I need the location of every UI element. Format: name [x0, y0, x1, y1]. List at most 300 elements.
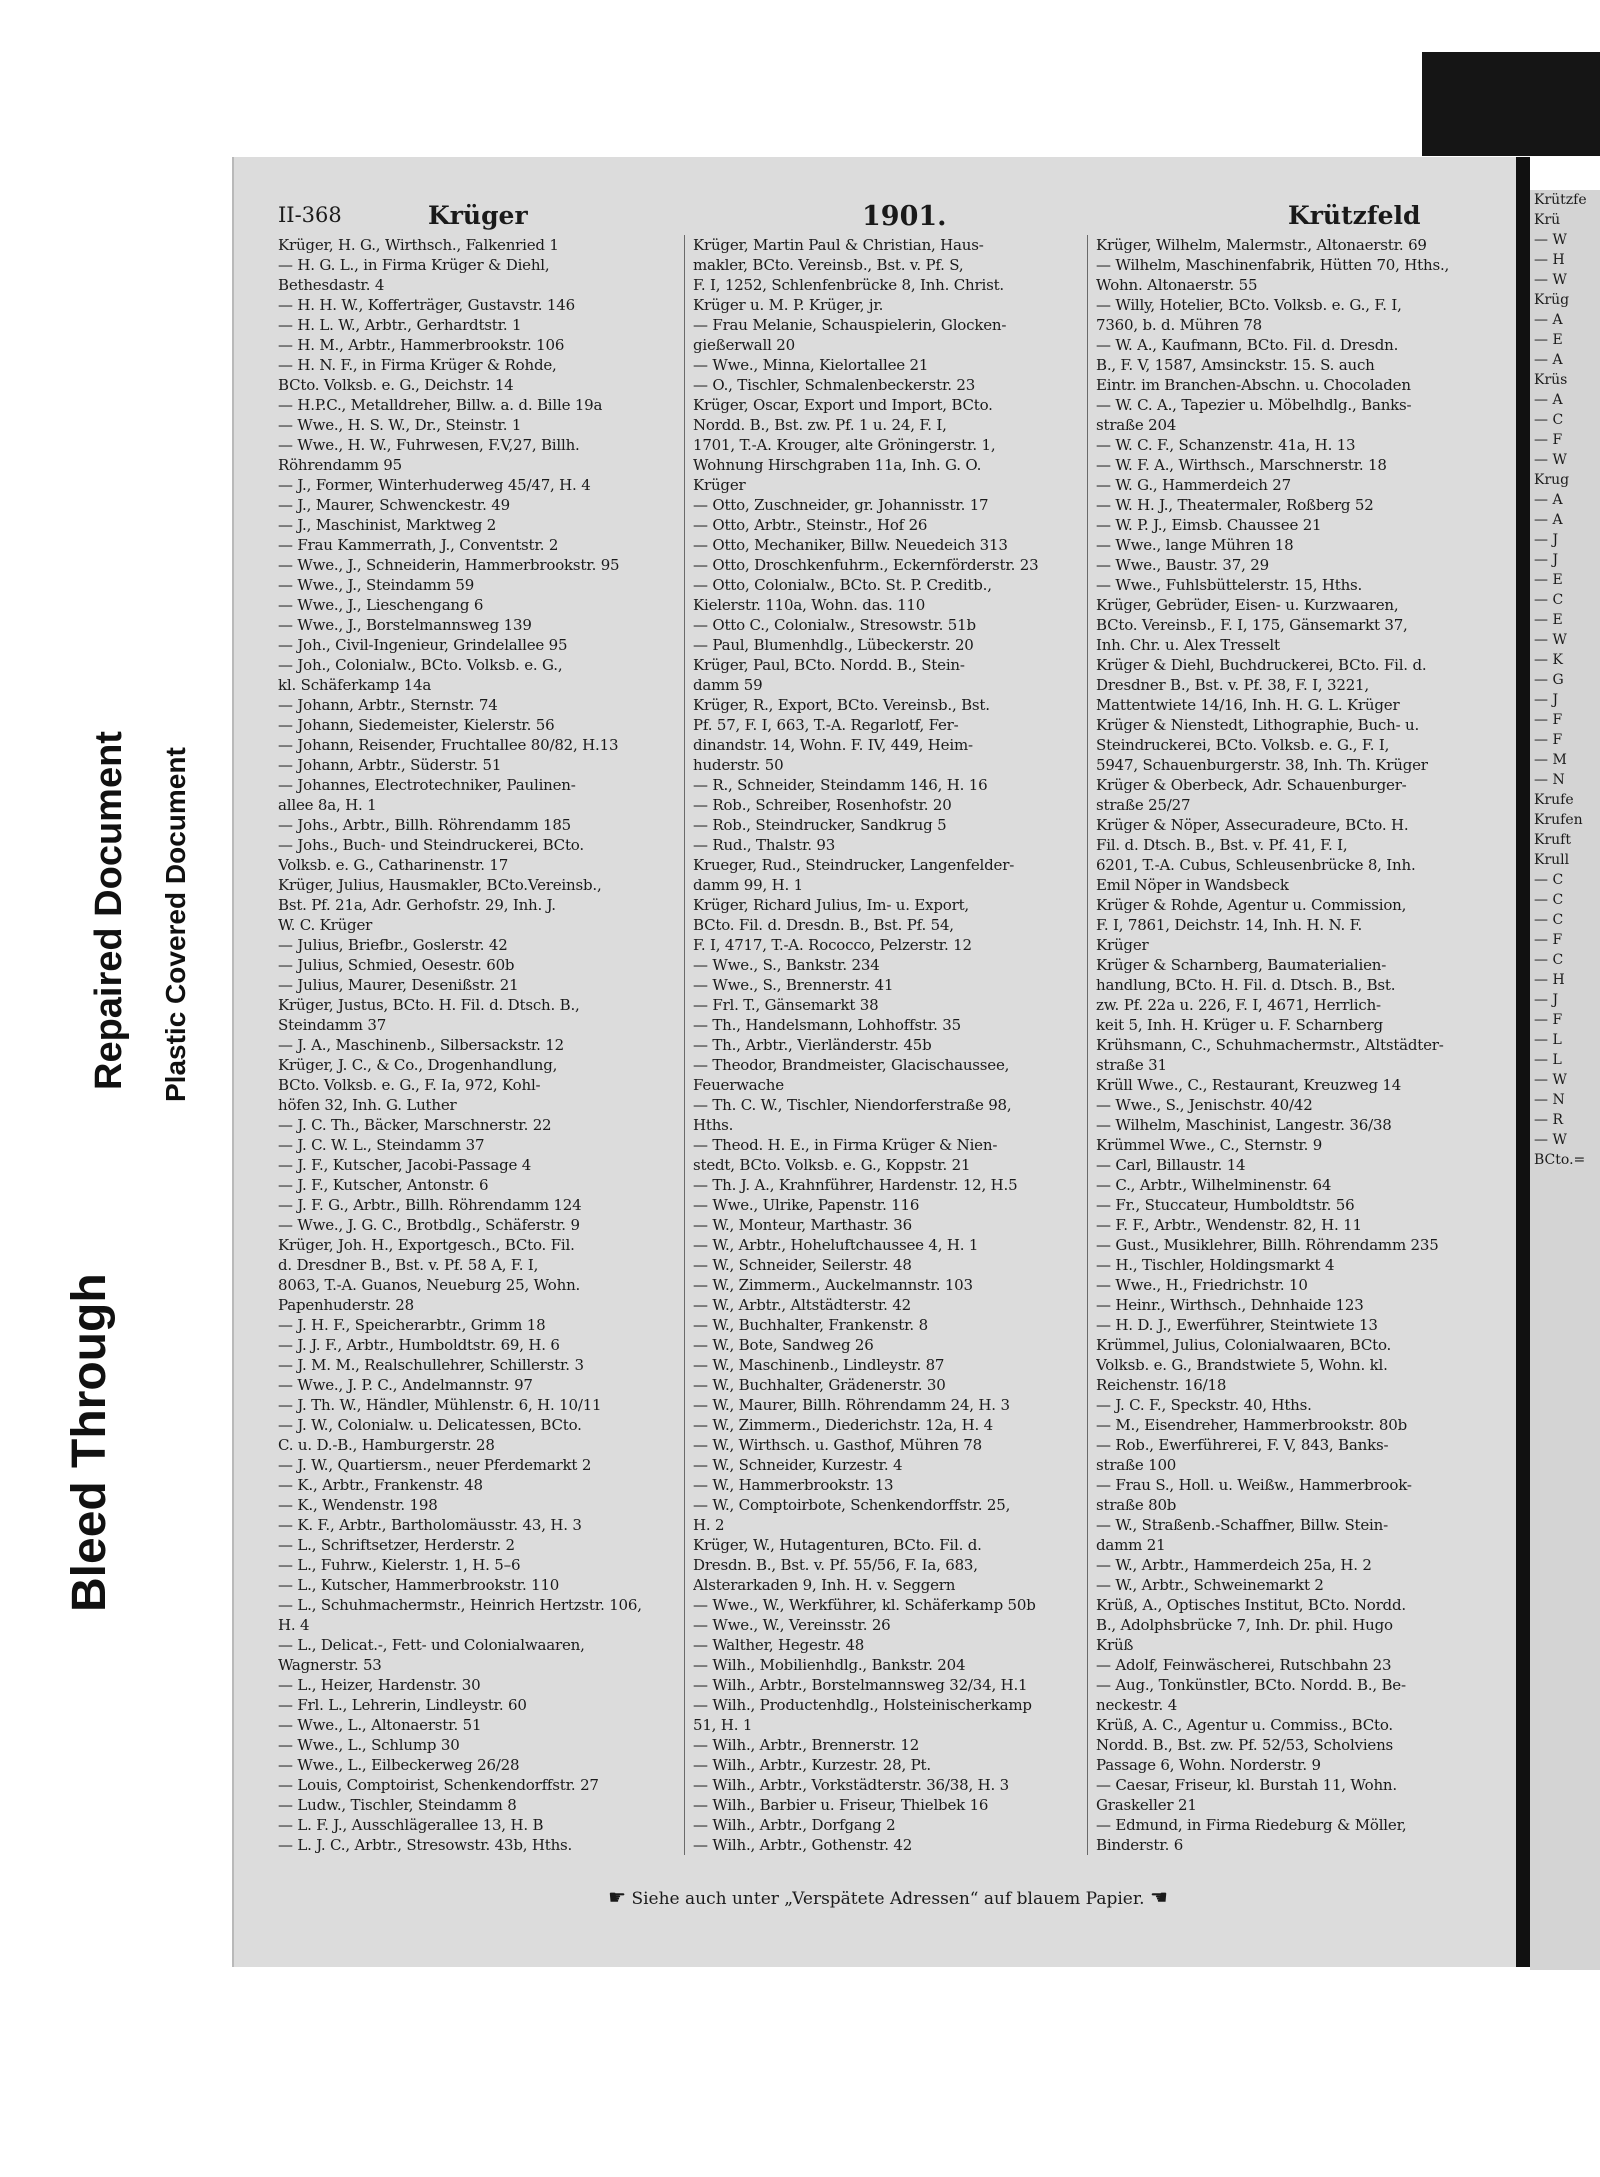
directory-entry: Steindamm 37 [278, 1016, 387, 1034]
directory-entry: Krüger, Julius, Hausmakler, BCto.Vereinsb., [278, 876, 602, 894]
running-header [278, 197, 1488, 231]
directory-entry: Emil Nöper in Wandsbeck [1096, 876, 1289, 894]
adjacent-page-fragment: — N [1534, 1092, 1565, 1108]
directory-entry: — W., Zimmerm., Diederichstr. 12a, H. 4 [693, 1416, 994, 1434]
directory-entry: — Wwe., J., Schneiderin, Hammerbrookstr. 95 [278, 556, 620, 574]
label-bleed-through: Bleed Through [63, 1273, 116, 1612]
directory-entry: Papenhuderstr. 28 [278, 1296, 414, 1314]
directory-entry: Röhrendamm 95 [278, 456, 402, 474]
page-number: II-368 [278, 203, 342, 227]
directory-entry: — J. F., Kutscher, Jacobi-Passage 4 [278, 1156, 532, 1174]
adjacent-page-fragment: — M [1534, 752, 1567, 768]
directory-entry: Krüger [1096, 936, 1149, 954]
directory-entry: — J., Maschinist, Marktweg 2 [278, 516, 497, 534]
directory-entry: — Wwe., Baustr. 37, 29 [1096, 556, 1269, 574]
directory-entry: — Walther, Hegestr. 48 [693, 1636, 865, 1654]
directory-entry: — Otto, Colonialw., BCto. St. P. Creditb., [693, 576, 992, 594]
directory-entry: Krüger, Wilhelm, Malermstr., Altonaerstr. 69 [1096, 236, 1427, 254]
directory-entry: — H. H. W., Kofferträger, Gustavstr. 146 [278, 296, 575, 314]
directory-entry: Krueger, Rud., Steindrucker, Langenfelder- [693, 856, 1015, 874]
directory-entry: — Wwe., Fuhlsbüttelerstr. 15, Hths. [1096, 576, 1363, 594]
directory-entry: — J., Former, Winterhuderweg 45/47, H. 4 [278, 476, 591, 494]
directory-entry: — Wwe., H., Friedrichstr. 10 [1096, 1276, 1308, 1294]
directory-entry: höfen 32, Inh. G. Luther [278, 1096, 457, 1114]
directory-entry: — Rob., Ewerführerei, F. V, 843, Banks- [1096, 1436, 1389, 1454]
book-binding-gutter [1516, 157, 1530, 1967]
directory-entry: — Wwe., J. P. C., Andelmannstr. 97 [278, 1376, 533, 1394]
directory-entry: Krüger, Oscar, Export und Import, BCto. [693, 396, 993, 414]
adjacent-page-fragment: Krützfe [1534, 192, 1587, 208]
directory-entry: Krüger & Nienstedt, Lithographie, Buch- u. [1096, 716, 1420, 734]
directory-entry: keit 5, Inh. H. Krüger u. F. Scharnberg [1096, 1016, 1383, 1034]
directory-entry: Krüger, Martin Paul & Christian, Haus- [693, 236, 984, 254]
directory-entry: straße 80b [1096, 1496, 1177, 1514]
directory-entry: Pf. 57, F. I, 663, T.-A. Regarlotf, Fer- [693, 716, 959, 734]
directory-entry: neckestr. 4 [1096, 1696, 1178, 1714]
directory-entry: — Aug., Tonkünstler, BCto. Nordd. B., Be- [1096, 1676, 1406, 1694]
adjacent-page-fragment: — A [1534, 492, 1563, 508]
directory-entry: Krüger, W., Hutagenturen, BCto. Fil. d. [693, 1536, 982, 1554]
directory-entry: F. I, 7861, Deichstr. 14, Inh. H. N. F. [1096, 916, 1363, 934]
adjacent-page-fragment: — N [1534, 772, 1565, 788]
directory-entry: — Caesar, Friseur, kl. Burstah 11, Wohn. [1096, 1776, 1397, 1794]
directory-entry: — O., Tischler, Schmalenbeckerstr. 23 [693, 376, 976, 394]
directory-entry: BCto. Volksb. e. G., Deichstr. 14 [278, 376, 514, 394]
directory-entry: straße 100 [1096, 1456, 1177, 1474]
directory-entry: huderstr. 50 [693, 756, 784, 774]
directory-entry: — H. M., Arbtr., Hammerbrookstr. 106 [278, 336, 565, 354]
adjacent-page-fragment: — H [1534, 252, 1565, 268]
directory-entry: — Wwe., S., Bankstr. 234 [693, 956, 880, 974]
directory-entry: Binderstr. 6 [1096, 1836, 1184, 1854]
directory-entry: — L., Kutscher, Hammerbrookstr. 110 [278, 1576, 560, 1594]
directory-entry: — W. H. J., Theatermaler, Roßberg 52 [1096, 496, 1374, 514]
directory-entry: — W., Arbtr., Hammerdeich 25a, H. 2 [1096, 1556, 1372, 1574]
directory-entry: Krüger & Diehl, Buchdruckerei, BCto. Fil. d. [1096, 656, 1427, 674]
directory-entry: 6201, T.-A. Cubus, Schleusenbrücke 8, Inh. [1096, 856, 1416, 874]
directory-entry: — W., Bote, Sandweg 26 [693, 1336, 874, 1354]
adjacent-page-fragment: — C [1534, 912, 1564, 928]
header-left-keyword: Krüger [428, 201, 528, 230]
directory-entry: — J. W., Quartiersm., neuer Pferdemarkt 2 [278, 1456, 592, 1474]
adjacent-page-fragment: — F [1534, 1012, 1563, 1028]
directory-entry: damm 21 [1096, 1536, 1166, 1554]
footer-text: Siehe auch unter „Verspätete Adressen“ auf blauem Papier. [631, 1889, 1145, 1909]
directory-entry: B., Adolphsbrücke 7, Inh. Dr. phil. Hugo [1096, 1616, 1393, 1634]
adjacent-page-fragment: — C [1534, 892, 1564, 908]
directory-entry: — Otto, Zuschneider, gr. Johannisstr. 17 [693, 496, 989, 514]
directory-entry: — Frl. T., Gänsemarkt 38 [693, 996, 879, 1014]
directory-entry: — Otto, Arbtr., Steinstr., Hof 26 [693, 516, 928, 534]
adjacent-page-fragment: — W [1534, 632, 1567, 648]
directory-entry: — Wwe., J. G. C., Brotbdlg., Schäferstr. 9 [278, 1216, 580, 1234]
directory-entry: — Gust., Musiklehrer, Billh. Röhrendamm 235 [1096, 1236, 1439, 1254]
directory-entry: — J. J. F., Arbtr., Humboldtstr. 69, H. 6 [278, 1336, 560, 1354]
directory-entry: — Johann, Arbtr., Süderstr. 51 [278, 756, 502, 774]
adjacent-page-fragment: — F [1534, 932, 1563, 948]
directory-entry: — Wwe., W., Werkführer, kl. Schäferkamp 50b [693, 1596, 1036, 1614]
adjacent-page-fragment: — C [1534, 592, 1564, 608]
scan-edge-dark [1422, 52, 1600, 156]
header-right-keyword: Krützfeld [1288, 201, 1421, 230]
directory-entry: gießerwall 20 [693, 336, 795, 354]
adjacent-page-fragment: — C [1534, 872, 1564, 888]
directory-entry: — W., Buchhalter, Frankenstr. 8 [693, 1316, 928, 1334]
directory-entry: Alsterarkaden 9, Inh. H. v. Seggern [693, 1576, 956, 1594]
directory-entry: BCto. Vereinsb., F. I, 175, Gänsemarkt 37, [1096, 616, 1408, 634]
directory-entry: Eintr. im Branchen-Abschn. u. Chocoladen [1096, 376, 1411, 394]
directory-entry: Wohn. Altonaerstr. 55 [1096, 276, 1258, 294]
directory-entry: — Frau S., Holl. u. Weißw., Hammerbrook- [1096, 1476, 1412, 1494]
directory-entry: — Wwe., lange Mühren 18 [1096, 536, 1294, 554]
directory-entry: — Julius, Maurer, Desenißstr. 21 [278, 976, 519, 994]
directory-entry: BCto. Fil. d. Dresdn. B., Bst. Pf. 54, [693, 916, 954, 934]
page-footer-note [398, 1885, 1378, 1909]
directory-entry: — Theodor, Brandmeister, Glacischaussee, [693, 1056, 1010, 1074]
directory-entry: Krüger & Oberbeck, Adr. Schauenburger- [1096, 776, 1407, 794]
directory-entry: — Louis, Comptoirist, Schenkendorffstr. 27 [278, 1776, 599, 1794]
directory-entry: — Otto, Mechaniker, Billw. Neuedeich 313 [693, 536, 1008, 554]
directory-entry: — Wwe., L., Schlump 30 [278, 1736, 460, 1754]
directory-entry: — L., Fuhrw., Kielerstr. 1, H. 5–6 [278, 1556, 521, 1574]
directory-entry: — Julius, Schmied, Oesestr. 60b [278, 956, 515, 974]
directory-entry: handlung, BCto. H. Fil. d. Dtsch. B., Bst. [1096, 976, 1396, 994]
adjacent-page-fragment: — L [1534, 1052, 1562, 1068]
directory-columns [278, 235, 1488, 1855]
pointing-hand-icon: ☚ [1149, 1885, 1168, 1909]
directory-entry: kl. Schäferkamp 14a [278, 676, 432, 694]
directory-entry: — J. W., Colonialw. u. Delicatessen, BCto. [278, 1416, 582, 1434]
directory-entry: — Wilh., Arbtr., Borstelmannsweg 32/34, H.1 [693, 1676, 1028, 1694]
adjacent-page-fragment: Krug [1534, 472, 1570, 488]
directory-entry: — M., Eisendreher, Hammerbrookstr. 80b [1096, 1416, 1407, 1434]
directory-entry: W. C. Krüger [278, 916, 373, 934]
directory-entry: — Wilh., Mobilienhdlg., Bankstr. 204 [693, 1656, 966, 1674]
directory-entry: Krümmel, Julius, Colonialwaaren, BCto. [1096, 1336, 1392, 1354]
adjacent-page-fragment: — E [1534, 572, 1563, 588]
directory-entry: 51, H. 1 [693, 1716, 753, 1734]
directory-entry: — W., Arbtr., Schweinemarkt 2 [1096, 1576, 1324, 1594]
directory-entry: — J. A., Maschinenb., Silbersackstr. 12 [278, 1036, 564, 1054]
adjacent-page-fragment: — F [1534, 432, 1563, 448]
directory-entry: — Wwe., H. S. W., Dr., Steinstr. 1 [278, 416, 522, 434]
directory-entry: — Rud., Thalstr. 93 [693, 836, 836, 854]
directory-entry: Inh. Chr. u. Alex Tresselt [1096, 636, 1280, 654]
adjacent-page-fragment: — A [1534, 512, 1563, 528]
directory-entry: — J. H. F., Speicherarbtr., Grimm 18 [278, 1316, 546, 1334]
adjacent-page-fragment: — W [1534, 1132, 1567, 1148]
column-divider [1087, 235, 1088, 1855]
directory-entry: Krüger u. M. P. Krüger, jr. [693, 296, 884, 314]
directory-entry: Nordd. B., Bst. zw. Pf. 52/53, Scholviens [1096, 1736, 1394, 1754]
directory-entry: Bst. Pf. 21a, Adr. Gerhofstr. 29, Inh. J. [278, 896, 556, 914]
directory-entry: Dresdner B., Bst. v. Pf. 38, F. I, 3221, [1096, 676, 1369, 694]
directory-entry: — Frl. L., Lehrerin, Lindleystr. 60 [278, 1696, 527, 1714]
adjacent-page-fragment: — E [1534, 332, 1563, 348]
directory-entry: — W. G., Hammerdeich 27 [1096, 476, 1291, 494]
label-repaired-document: Repaired Document [88, 731, 130, 1090]
directory-entry: B., F. V, 1587, Amsinckstr. 15. S. auch [1096, 356, 1375, 374]
directory-entry: Dresdn. B., Bst. v. Pf. 55/56, F. Ia, 683, [693, 1556, 978, 1574]
directory-entry: — W., Buchhalter, Grädenerstr. 30 [693, 1376, 946, 1394]
adjacent-page-fragment: — K [1534, 652, 1563, 668]
adjacent-page-fragment: — A [1534, 392, 1563, 408]
directory-entry: — W. P. J., Eimsb. Chaussee 21 [1096, 516, 1322, 534]
directory-entry: — Wilh., Arbtr., Dorfgang 2 [693, 1816, 896, 1834]
directory-entry: — Wwe., L., Eilbeckerweg 26/28 [278, 1756, 520, 1774]
adjacent-page-fragment: — L [1534, 1032, 1562, 1048]
directory-entry: — Carl, Billaustr. 14 [1096, 1156, 1246, 1174]
adjacent-page-fragment: Kruft [1534, 832, 1571, 848]
adjacent-page-fragment: — C [1534, 412, 1564, 428]
directory-entry: straße 25/27 [1096, 796, 1191, 814]
directory-entry: — L., Delicat.-, Fett- und Colonialwaaren, [278, 1636, 585, 1654]
directory-entry: — K., Wendenstr. 198 [278, 1496, 438, 1514]
adjacent-page-fragment: Krull [1534, 852, 1570, 868]
directory-entry: — J. C. W. L., Steindamm 37 [278, 1136, 485, 1154]
directory-entry: — Th., Arbtr., Vierländerstr. 45b [693, 1036, 932, 1054]
directory-entry: Steindruckerei, BCto. Volksb. e. G., F. I, [1096, 736, 1390, 754]
directory-entry: Krüger, H. G., Wirthsch., Falkenried 1 [278, 236, 559, 254]
directory-entry: — Frau Melanie, Schauspielerin, Glocken- [693, 316, 1007, 334]
directory-entry: — W., Arbtr., Hoheluftchaussee 4, H. 1 [693, 1236, 979, 1254]
directory-entry: — W. C. A., Tapezier u. Möbelhdlg., Banks- [1096, 396, 1412, 414]
directory-entry: — Rob., Schreiber, Rosenhofstr. 20 [693, 796, 952, 814]
adjacent-page-fragment: BCto.= [1534, 1152, 1586, 1168]
adjacent-page-edge [1530, 190, 1600, 1970]
directory-entry: allee 8a, H. 1 [278, 796, 377, 814]
directory-entry: 1701, T.-A. Krouger, alte Gröningerstr. 1, [693, 436, 996, 454]
adjacent-page-fragment: Krufen [1534, 812, 1583, 828]
directory-entry: — Frau Kammerrath, J., Conventstr. 2 [278, 536, 559, 554]
directory-entry: — Wilhelm, Maschinist, Langestr. 36/38 [1096, 1116, 1392, 1134]
directory-entry: — K., Arbtr., Frankenstr. 48 [278, 1476, 483, 1494]
directory-entry: Volksb. e. G., Brandstwiete 5, Wohn. kl. [1096, 1356, 1388, 1374]
directory-entry: — F. F., Arbtr., Wendenstr. 82, H. 11 [1096, 1216, 1362, 1234]
adjacent-page-fragment: — C [1534, 952, 1564, 968]
directory-entry: damm 59 [693, 676, 763, 694]
directory-entry: — Otto, Droschkenfuhrm., Eckernförderstr. 23 [693, 556, 1039, 574]
adjacent-page-fragment: — A [1534, 312, 1563, 328]
directory-entry: Mattentwiete 14/16, Inh. H. G. L. Krüger [1096, 696, 1400, 714]
adjacent-page-fragment: — W [1534, 272, 1567, 288]
adjacent-page-fragment: — J [1534, 532, 1559, 548]
adjacent-page-fragment: — W [1534, 1072, 1567, 1088]
directory-entry: — Julius, Briefbr., Goslerstr. 42 [278, 936, 508, 954]
adjacent-page-fragment: — F [1534, 732, 1563, 748]
directory-entry: Krümmel Wwe., C., Sternstr. 9 [1096, 1136, 1323, 1154]
directory-entry: — Joh., Civil-Ingenieur, Grindelallee 95 [278, 636, 568, 654]
directory-entry: Passage 6, Wohn. Norderstr. 9 [1096, 1756, 1321, 1774]
adjacent-page-fragment: Krüs [1534, 372, 1568, 388]
directory-entry: H. 4 [278, 1616, 310, 1634]
directory-entry: — W. C. F., Schanzenstr. 41a, H. 13 [1096, 436, 1356, 454]
directory-entry: 7360, b. d. Mühren 78 [1096, 316, 1263, 334]
directory-entry: — Th. C. W., Tischler, Niendorferstraße 98, [693, 1096, 1012, 1114]
adjacent-page-fragment: — E [1534, 612, 1563, 628]
directory-entry: Bethesdastr. 4 [278, 276, 385, 294]
directory-entry: — Johann, Arbtr., Sternstr. 74 [278, 696, 498, 714]
directory-entry: — Wwe., Minna, Kielortallee 21 [693, 356, 929, 374]
directory-entry: Volksb. e. G., Catharinenstr. 17 [278, 856, 509, 874]
directory-entry: — Wilh., Arbtr., Brennerstr. 12 [693, 1736, 920, 1754]
directory-entry: straße 31 [1096, 1056, 1167, 1074]
directory-entry: — H.P.C., Metalldreher, Billw. a. d. Bille 19a [278, 396, 603, 414]
adjacent-page-fragment: — W [1534, 232, 1567, 248]
directory-entry: — J., Maurer, Schwenckestr. 49 [278, 496, 510, 514]
column-2 [693, 235, 1085, 1855]
directory-entry: F. I, 4717, T.-A. Rococco, Pelzerstr. 12 [693, 936, 972, 954]
directory-entry: — W., Zimmerm., Auckelmannstr. 103 [693, 1276, 973, 1294]
directory-entry: — Wwe., W., Vereinsstr. 26 [693, 1616, 891, 1634]
adjacent-page-fragment: — F [1534, 712, 1563, 728]
directory-entry: — L. F. J., Ausschlägerallee 13, H. B [278, 1816, 544, 1834]
directory-entry: Hths. [693, 1116, 734, 1134]
directory-entry: Wagnerstr. 53 [278, 1656, 382, 1674]
directory-entry: Krüger & Nöper, Assecuradeure, BCto. H. [1096, 816, 1409, 834]
label-plastic-covered: Plastic Covered Document [160, 747, 191, 1102]
directory-entry: — Wilh., Arbtr., Vorkstädterstr. 36/38, H. 3 [693, 1776, 1009, 1794]
directory-entry: — W. F. A., Wirthsch., Marschnerstr. 18 [1096, 456, 1387, 474]
pointing-hand-icon: ☛ [608, 1885, 627, 1909]
directory-entry: Krüger & Rohde, Agentur u. Commission, [1096, 896, 1407, 914]
directory-entry: — Wwe., S., Brennerstr. 41 [693, 976, 894, 994]
directory-entry: — Johann, Reisender, Fruchtallee 80/82, H.13 [278, 736, 619, 754]
directory-entry: — Joh., Colonialw., BCto. Volksb. e. G., [278, 656, 563, 674]
directory-entry: — H. G. L., in Firma Krüger & Diehl, [278, 256, 550, 274]
adjacent-page-fragment: — J [1534, 552, 1559, 568]
directory-entry: Krüger & Scharnberg, Baumaterialien- [1096, 956, 1387, 974]
directory-entry: stedt, BCto. Volksb. e. G., Koppstr. 21 [693, 1156, 971, 1174]
directory-entry: — J. C. Th., Bäcker, Marschnerstr. 22 [278, 1116, 552, 1134]
directory-entry: BCto. Volksb. e. G., F. Ia, 972, Kohl- [278, 1076, 541, 1094]
directory-entry: Krüger, Paul, BCto. Nordd. B., Stein- [693, 656, 965, 674]
directory-entry: — L., Schriftsetzer, Herderstr. 2 [278, 1536, 515, 1554]
directory-entry: straße 204 [1096, 416, 1177, 434]
directory-entry: — J. Th. W., Händler, Mühlenstr. 6, H. 10/11 [278, 1396, 602, 1414]
directory-entry: — J. F., Kutscher, Antonstr. 6 [278, 1176, 489, 1194]
directory-entry: — Wilh., Barbier u. Friseur, Thielbek 16 [693, 1796, 989, 1814]
directory-entry: — K. F., Arbtr., Bartholomäusstr. 43, H. 3 [278, 1516, 582, 1534]
directory-entry: Krüll Wwe., C., Restaurant, Kreuzweg 14 [1096, 1076, 1402, 1094]
directory-entry: Feuerwache [693, 1076, 784, 1094]
directory-entry: — Wilh., Productenhdlg., Holsteinischerkamp [693, 1696, 1032, 1714]
column-3 [1096, 235, 1488, 1855]
directory-entry: — Th., Handelsmann, Lohhoffstr. 35 [693, 1016, 961, 1034]
adjacent-page-fragment: Krufe [1534, 792, 1574, 808]
directory-entry: — J. F. G., Arbtr., Billh. Röhrendamm 124 [278, 1196, 582, 1214]
directory-entry: Krüger [693, 476, 746, 494]
adjacent-page-fragment: Krü [1534, 212, 1561, 228]
directory-entry: — H., Tischler, Holdingsmarkt 4 [1096, 1256, 1335, 1274]
directory-entry: — Willy, Hotelier, BCto. Volksb. e. G., F. I, [1096, 296, 1402, 314]
directory-entry: Krühsmann, C., Schuhmachermstr., Altstädter- [1096, 1036, 1444, 1054]
directory-entry: 5947, Schauenburgerstr. 38, Inh. Th. Krüger [1096, 756, 1428, 774]
directory-entry: — L., Heizer, Hardenstr. 30 [278, 1676, 481, 1694]
directory-entry: — Johann, Siedemeister, Kielerstr. 56 [278, 716, 555, 734]
directory-entry: 8063, T.-A. Guanos, Neueburg 25, Wohn. [278, 1276, 581, 1294]
directory-entry: Krüß, A. C., Agentur u. Commiss., BCto. [1096, 1716, 1393, 1734]
directory-entry: Krüger, Gebrüder, Eisen- u. Kurzwaaren, [1096, 596, 1399, 614]
directory-entry: — W., Straßenb.-Schaffner, Billw. Stein- [1096, 1516, 1388, 1534]
directory-entry: Kielerstr. 110a, Wohn. das. 110 [693, 596, 926, 614]
directory-entry: — W. A., Kaufmann, BCto. Fil. d. Dresdn. [1096, 336, 1399, 354]
adjacent-page-fragment: — H [1534, 972, 1565, 988]
directory-entry: C. u. D.-B., Hamburgerstr. 28 [278, 1436, 495, 1454]
directory-entry: — Wilh., Arbtr., Gothenstr. 42 [693, 1836, 913, 1854]
directory-entry: — J. M. M., Realschullehrer, Schillerstr. 3 [278, 1356, 584, 1374]
directory-entry: — Wwe., J., Borstelmannsweg 139 [278, 616, 532, 634]
directory-entry: — Otto C., Colonialw., Stresowstr. 51b [693, 616, 976, 634]
directory-entry: — Wwe., L., Altonaerstr. 51 [278, 1716, 482, 1734]
directory-entry: — Ludw., Tischler, Steindamm 8 [278, 1796, 517, 1814]
adjacent-page-fragment: — W [1534, 452, 1567, 468]
directory-entry: — Th. J. A., Krahnführer, Hardenstr. 12, H.5 [693, 1176, 1018, 1194]
directory-entry: Nordd. B., Bst. zw. Pf. 1 u. 24, F. I, [693, 416, 947, 434]
directory-entry: Krüger, Justus, BCto. H. Fil. d. Dtsch. B., [278, 996, 580, 1014]
directory-entry: damm 99, H. 1 [693, 876, 803, 894]
adjacent-page-fragment: — R [1534, 1112, 1563, 1128]
adjacent-page-fragment: — J [1534, 992, 1559, 1008]
directory-entry: makler, BCto. Vereinsb., Bst. v. Pf. S, [693, 256, 964, 274]
directory-entry: Krüß, A., Optisches Institut, BCto. Nordd. [1096, 1596, 1406, 1614]
directory-entry: — Wilhelm, Maschinenfabrik, Hütten 70, Hths., [1096, 256, 1450, 274]
directory-entry: — Edmund, in Firma Riedeburg & Möller, [1096, 1816, 1407, 1834]
directory-entry: — Johannes, Electrotechniker, Paulinen- [278, 776, 576, 794]
directory-entry: — R., Schneider, Steindamm 146, H. 16 [693, 776, 988, 794]
directory-entry: Graskeller 21 [1096, 1796, 1197, 1814]
directory-entry: — J. C. F., Speckstr. 40, Hths. [1096, 1396, 1312, 1414]
directory-entry: — W., Monteur, Marthastr. 36 [693, 1216, 912, 1234]
directory-entry: — C., Arbtr., Wilhelminenstr. 64 [1096, 1176, 1332, 1194]
directory-entry: Krüß [1096, 1636, 1134, 1654]
directory-entry: Krüger, Joh. H., Exportgesch., BCto. Fil. [278, 1236, 575, 1254]
directory-entry: — Adolf, Feinwäscherei, Rutschbahn 23 [1096, 1656, 1392, 1674]
directory-entry: Krüger, Richard Julius, Im- u. Export, [693, 896, 969, 914]
directory-entry: — Wwe., Ulrike, Papenstr. 116 [693, 1196, 920, 1214]
directory-entry: — W., Schneider, Seilerstr. 48 [693, 1256, 912, 1274]
directory-entry: — Fr., Stuccateur, Humboldtstr. 56 [1096, 1196, 1355, 1214]
header-year: 1901. [862, 201, 947, 232]
directory-entry: F. I, 1252, Schlenfenbrücke 8, Inh. Christ. [693, 276, 1004, 294]
directory-entry: — W., Schneider, Kurzestr. 4 [693, 1456, 903, 1474]
adjacent-page-fragment: — G [1534, 672, 1564, 688]
directory-entry: Krüger, R., Export, BCto. Vereinsb., Bst. [693, 696, 990, 714]
directory-entry: Krüger, J. C., & Co., Drogenhandlung, [278, 1056, 558, 1074]
directory-entry: — W., Comptoirbote, Schenkendorffstr. 25, [693, 1496, 1011, 1514]
directory-entry: — W., Wirthsch. u. Gasthof, Mühren 78 [693, 1436, 982, 1454]
directory-entry: Reichenstr. 16/18 [1096, 1376, 1227, 1394]
adjacent-page-fragment: — J [1534, 692, 1559, 708]
directory-entry: — Paul, Blumenhdlg., Lübeckerstr. 20 [693, 636, 974, 654]
adjacent-page-fragment: Krüg [1534, 292, 1570, 308]
directory-entry: — W., Maschinenb., Lindleystr. 87 [693, 1356, 945, 1374]
directory-entry: — Wwe., H. W., Fuhrwesen, F.V,27, Billh. [278, 436, 580, 454]
directory-entry: — H. L. W., Arbtr., Gerhardtstr. 1 [278, 316, 522, 334]
directory-entry: dinandstr. 14, Wohn. F. IV, 449, Heim- [693, 736, 973, 754]
scanned-page [232, 157, 1516, 1967]
directory-entry: Fil. d. Dtsch. B., Bst. v. Pf. 41, F. I, [1096, 836, 1348, 854]
directory-entry: — Rob., Steindrucker, Sandkrug 5 [693, 816, 947, 834]
directory-entry: — Wilh., Arbtr., Kurzestr. 28, Pt. [693, 1756, 931, 1774]
directory-entry: — Wwe., S., Jenischstr. 40/42 [1096, 1096, 1313, 1114]
directory-entry: — Wwe., J., Steindamm 59 [278, 576, 475, 594]
directory-entry: — W., Hammerbrookstr. 13 [693, 1476, 894, 1494]
directory-entry: Wohnung Hirschgraben 11a, Inh. G. O. [693, 456, 982, 474]
directory-entry: — Heinr., Wirthsch., Dehnhaide 123 [1096, 1296, 1364, 1314]
directory-entry: — Johs., Buch- und Steindruckerei, BCto. [278, 836, 584, 854]
directory-entry: — Wwe., J., Lieschengang 6 [278, 596, 484, 614]
